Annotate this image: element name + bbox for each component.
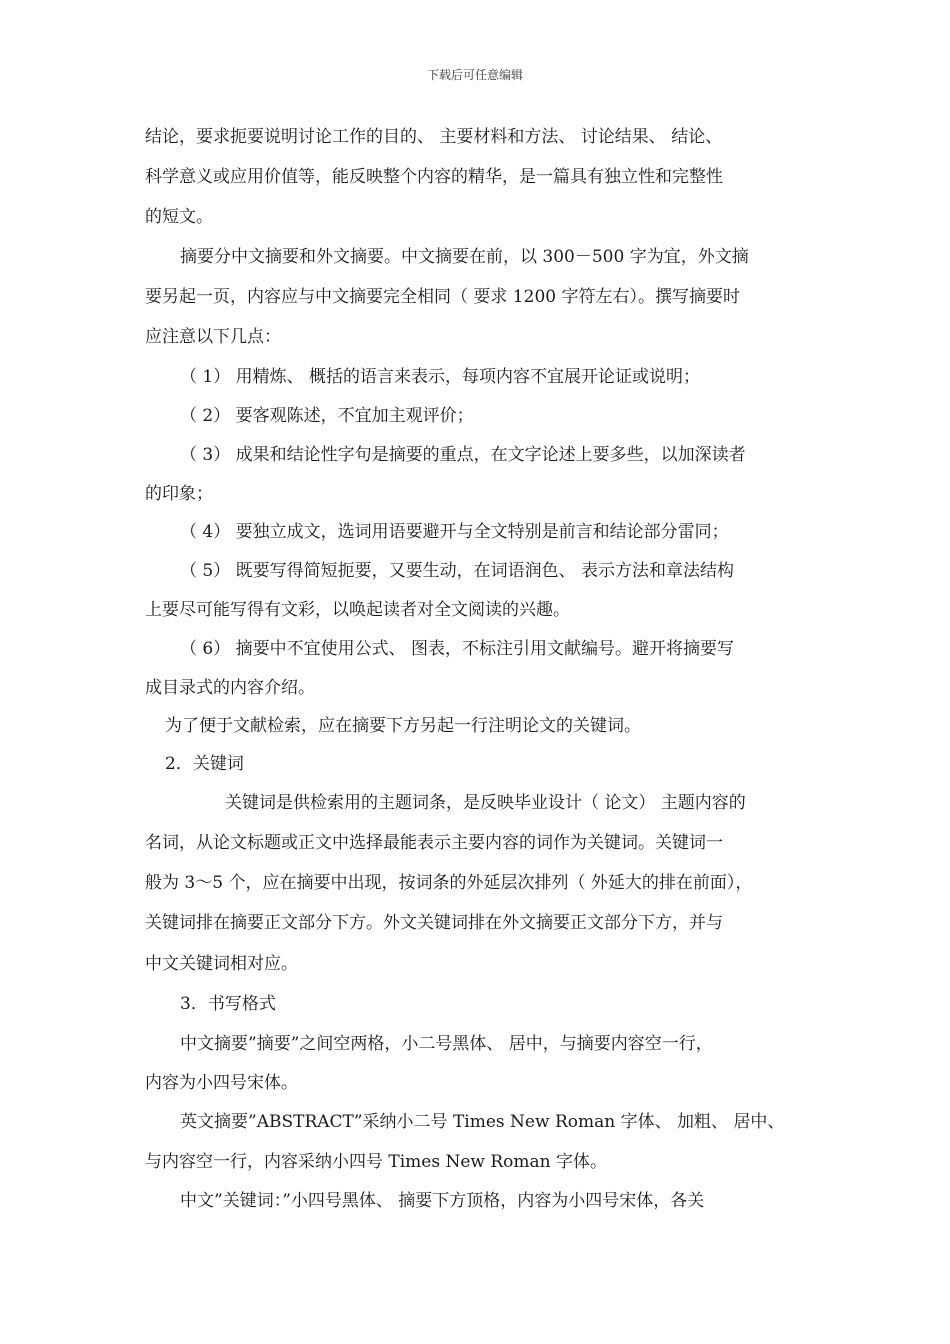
text-line: 中文关键词相对应。 (145, 954, 298, 974)
text-line: 成目录式的内容介绍。 (145, 678, 315, 698)
text-line: 名词，从论文标题或正文中选择最能表示主要内容的词作为关键词。关键词一 (145, 833, 723, 853)
list-item: （ 2） 要客观陈述，不宜加主观评价； (180, 406, 474, 426)
section-heading: 3．书写格式 (180, 994, 276, 1014)
page-header: 下载后可任意编辑 (426, 68, 523, 82)
text-line: 结论，要求扼要说明讨论工作的目的、 主要材料和方法、 讨论结果、 结论、 (145, 127, 723, 147)
text-line: 应注意以下几点： (145, 327, 281, 347)
text-line: 中文摘要”摘要”之间空两格，小二号黑体、 居中，与摘要内容空一行， (180, 1034, 713, 1054)
text-line: 关键词是供检索用的主题词条，是反映毕业设计（ 论文） 主题内容的 (225, 793, 746, 813)
text-line: 为了便于文献检索，应在摘要下方另起一行注明论文的关键词。 (165, 716, 641, 736)
text-line: 上要尽可能写得有文彩，以唤起读者对全文阅读的兴趣。 (145, 600, 570, 620)
text-line: 般为 3～5 个，应在摘要中出现，按词条的外延层次排列（ 外延大的排在前面）， (145, 873, 753, 893)
text-line: 科学意义或应用价值等，能反映整个内容的精华，是一篇具有独立性和完整性 (145, 167, 723, 187)
text-line: 摘要分中文摘要和外文摘要。中文摘要在前，以 300－500 字为宜，外文摘 (180, 247, 749, 267)
text-line: 中文”关键词：”小四号黑体、 摘要下方顶格，内容为小四号宋体，各关 (180, 1191, 705, 1211)
text-line: 内容为小四号宋体。 (145, 1073, 298, 1093)
text-line: 与内容空一行，内容采纳小四号 Times New Roman 字体。 (145, 1152, 608, 1172)
text-line: 要另起一页，内容应与中文摘要完全相同（ 要求 1200 字符左右）。撰写摘要时 (145, 287, 740, 307)
section-heading: 2．关键词 (165, 754, 244, 774)
text-line: 的短文。 (145, 207, 213, 227)
text-line: 的印象； (145, 484, 213, 504)
list-item: （ 4） 要独立成文，选词用语要避开与全文特别是前言和结论部分雷同； (180, 522, 729, 542)
list-item: （ 1） 用精炼、 概括的语言来表示，每项内容不宜展开论证或说明； (180, 367, 701, 387)
text-line: 英文摘要”ABSTRACT”采纳小二号 Times New Roman 字体、 加粗、 居中、 (180, 1112, 785, 1132)
list-item: （ 5） 既要写得简短扼要，又要生动，在词语润色、 表示方法和章法结构 (180, 561, 735, 581)
list-item: （ 3） 成果和结论性字句是摘要的重点，在文字论述上要多些，以加深读者 (180, 445, 746, 465)
list-item: （ 6） 摘要中不宜使用公式、 图表，不标注引用文献编号。避开将摘要写 (180, 639, 735, 659)
text-line: 关键词排在摘要正文部分下方。外文关键词排在外文摘要正文部分下方，并与 (145, 913, 723, 933)
